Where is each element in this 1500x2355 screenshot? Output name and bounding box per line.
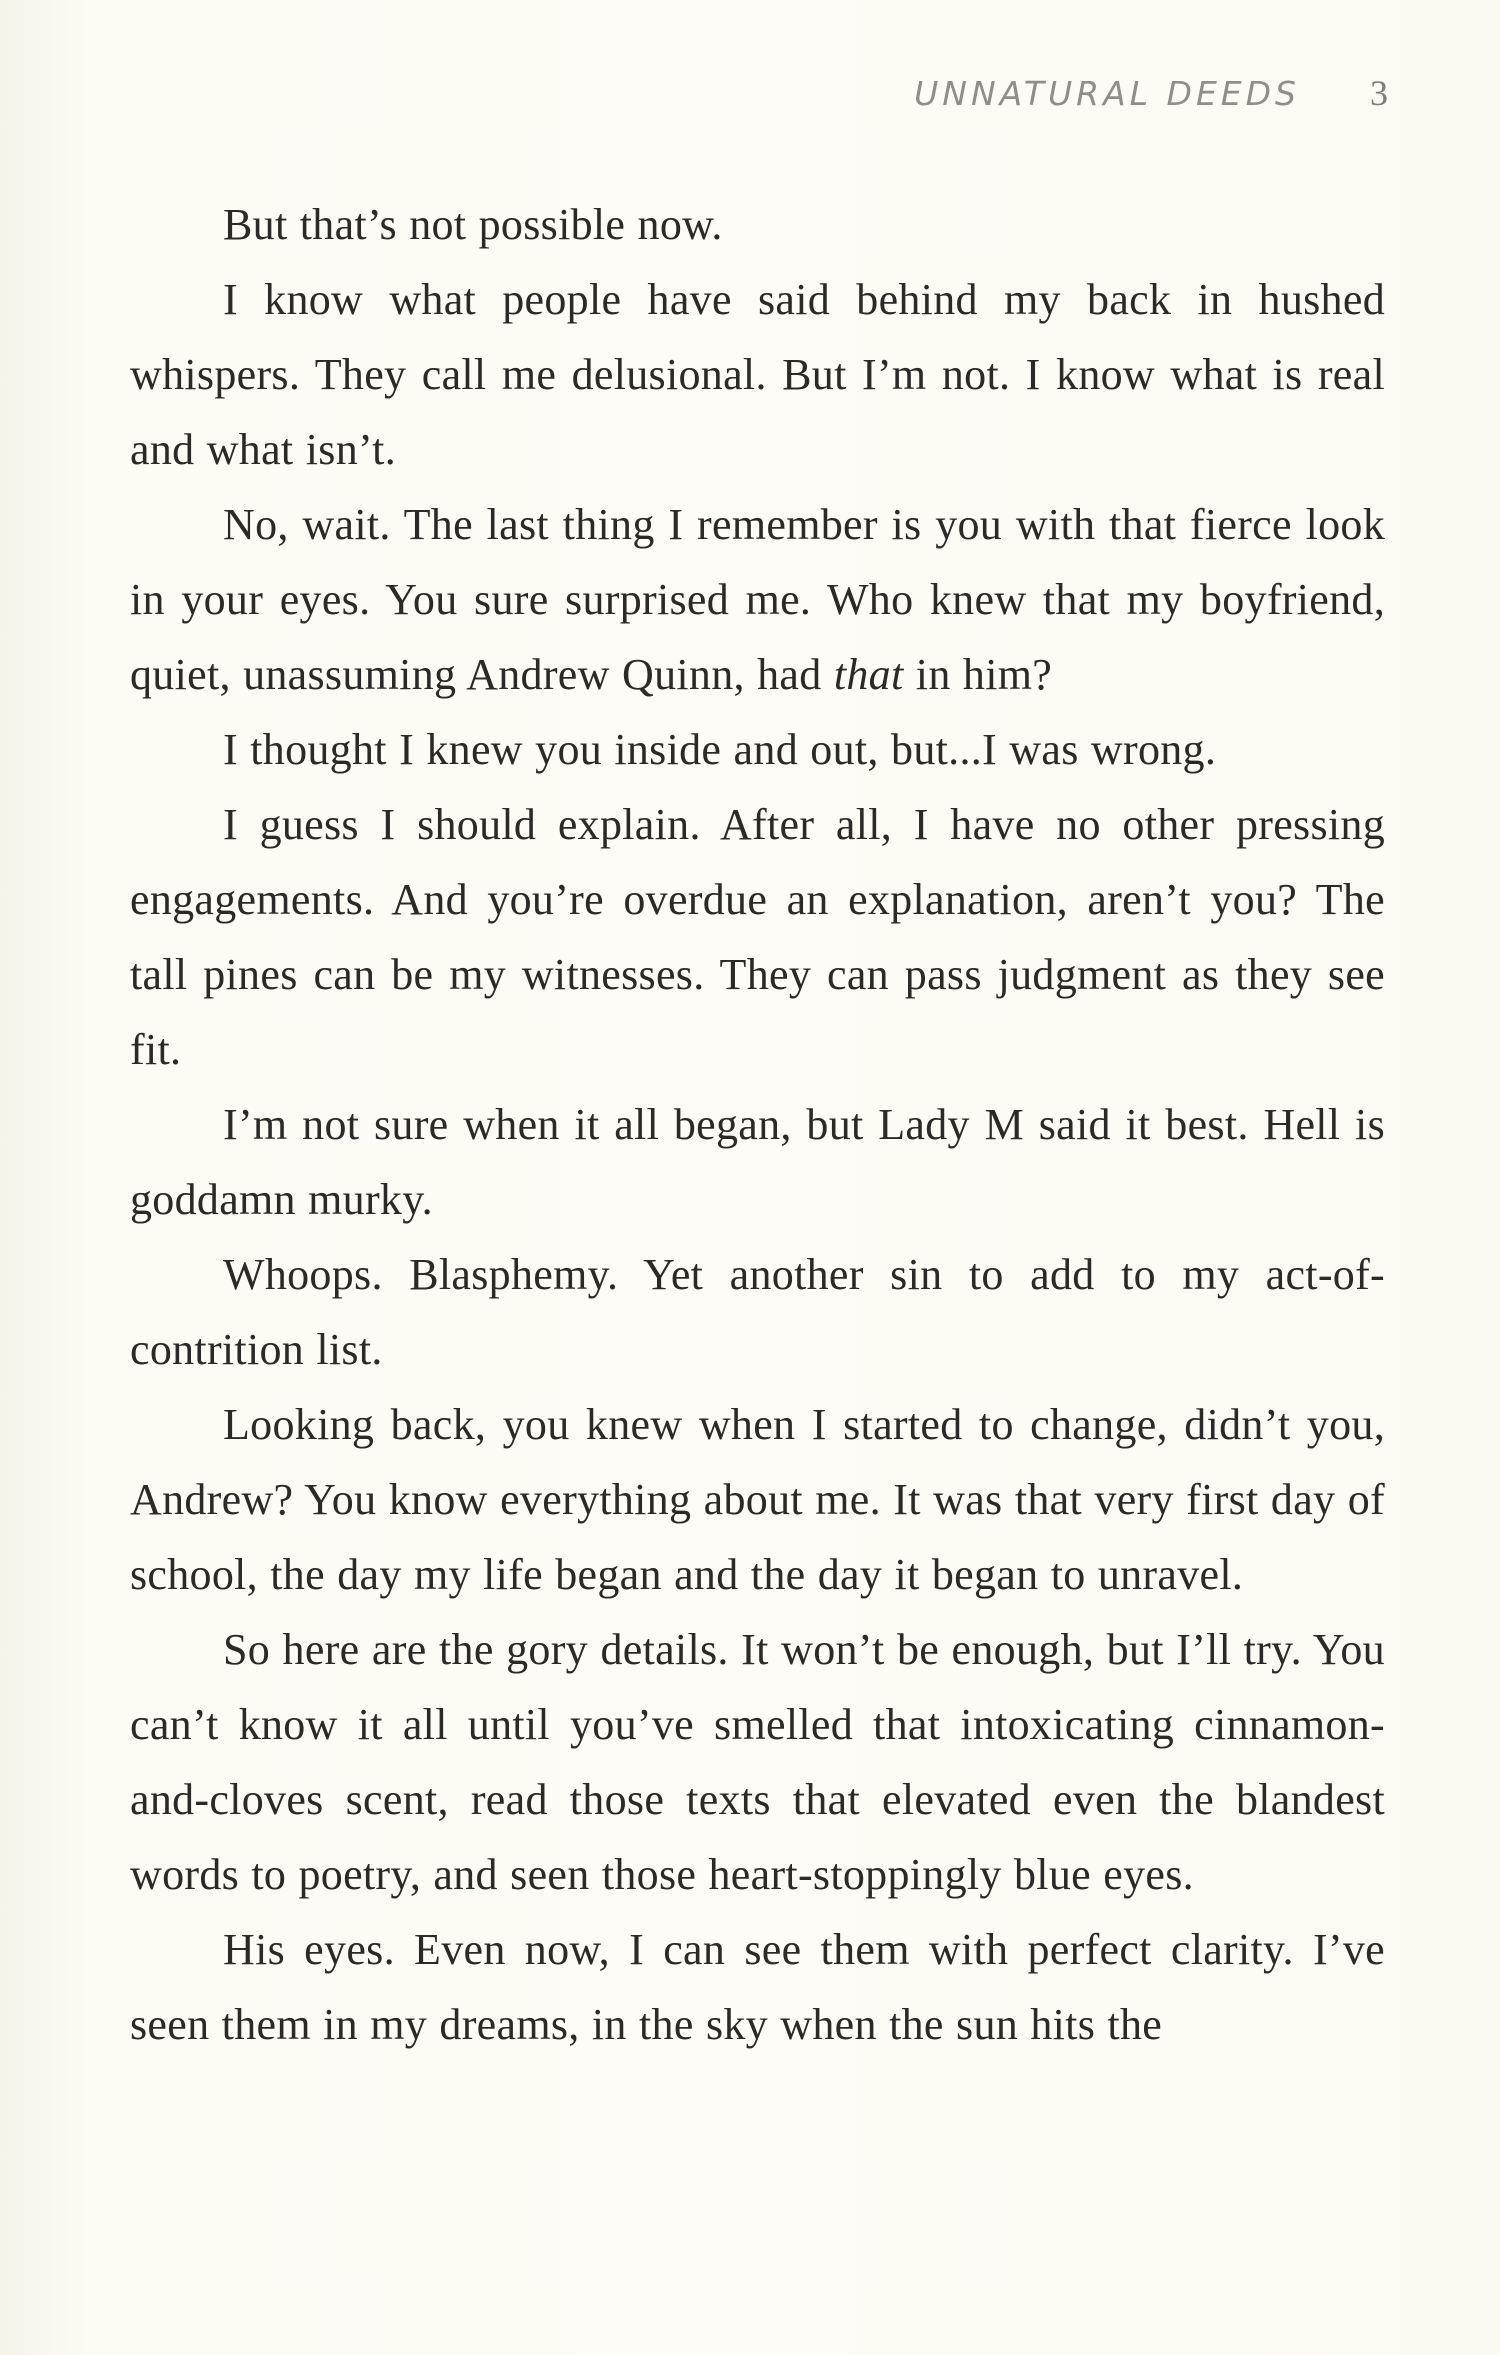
emphasized-word: that xyxy=(833,650,904,699)
paragraph: Looking back, you knew when I started to change, didn’t you, Andrew? You know everything about me. It was that very first day of school, the day my life began and the day it began to unravel. xyxy=(130,1400,1385,1599)
body-text xyxy=(130,187,1385,2062)
running-head-title: UNNATURAL DEEDS xyxy=(914,74,1300,113)
paragraph: I know what people have said behind my back in hushed whispers. They call me delusional. But I’m not. I know what is real and what isn’t. xyxy=(130,275,1385,474)
paragraph: But that’s not possible now. xyxy=(223,200,723,249)
paragraph: So here are the gory details. It won’t be enough, but I’ll try. You can’t know it all until you’ve smelled that intoxicating cinnamon-and-cloves scent, read those texts that elevated even the blandest words to poetry, and seen those heart-stoppingly blue eyes. xyxy=(130,1625,1385,1899)
paragraph: I’m not sure when it all began, but Lady M said it best. Hell is goddamn murky. xyxy=(130,1100,1385,1224)
running-head xyxy=(914,72,1388,118)
page-number: 3 xyxy=(1370,73,1388,113)
paragraph-text: in him? xyxy=(903,650,1053,699)
paragraph: I guess I should explain. After all, I have no other pressing engagements. And you’re overdue an explanation, aren’t you? The tall pines can be my witnesses. They can pass judgment as they see fit. xyxy=(130,800,1385,1074)
paragraph xyxy=(130,487,1385,712)
paragraph: Whoops. Blasphemy. Yet another sin to add to my act-of-contrition list. xyxy=(130,1250,1385,1374)
paragraph-text: No, wait. The last thing I remember is you with that fierce look in your eyes. You sure surprised me. Who knew that my boyfriend, quiet, unassuming Andrew Quinn, had xyxy=(130,500,1385,699)
paragraph: His eyes. Even now, I can see them with perfect clarity. I’ve seen them in my dreams, in the sky when the sun hits the xyxy=(130,1925,1385,2049)
paragraph: I thought I knew you inside and out, but...I was wrong. xyxy=(223,725,1217,774)
